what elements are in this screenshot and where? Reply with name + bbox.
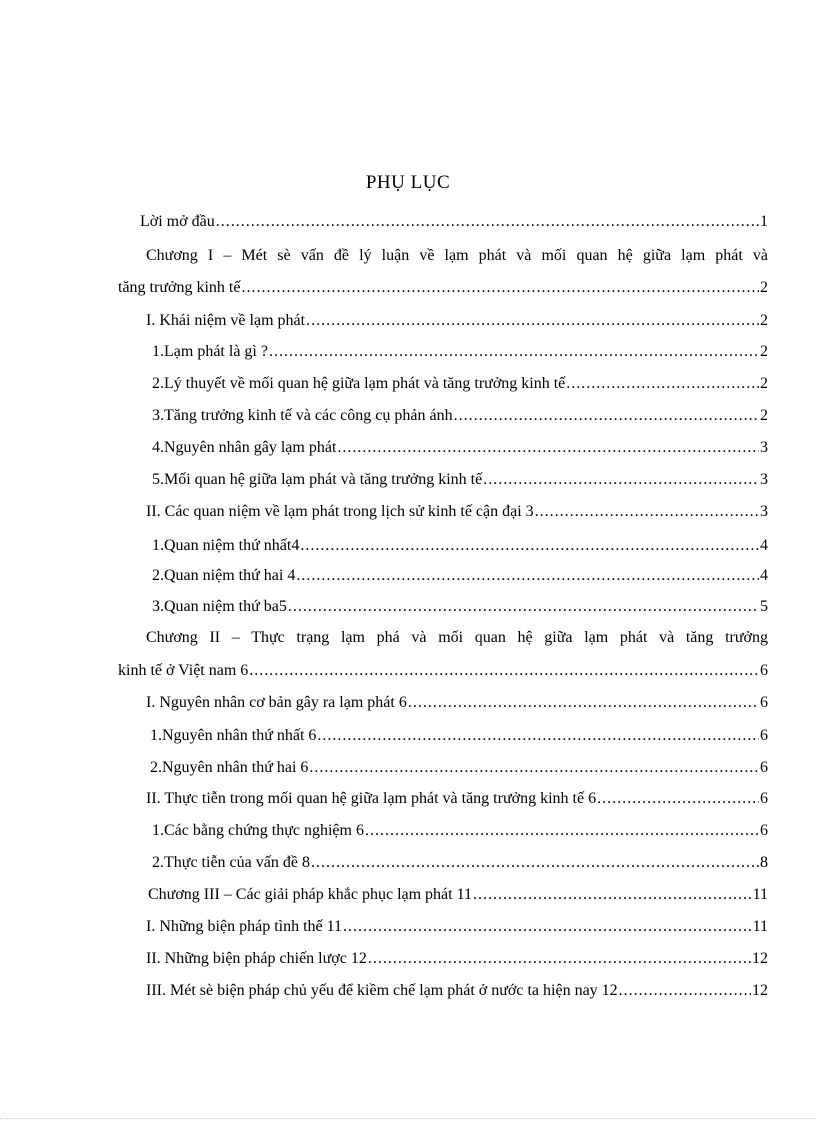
toc-entry-text: Quan niệm thứ nhất4 xyxy=(164,537,300,554)
toc-item-number: 2. xyxy=(150,759,162,776)
toc-page-number: 3 xyxy=(760,439,768,456)
toc-item-number: 1. xyxy=(152,343,164,360)
toc-entry-item-2-1-2 xyxy=(150,758,768,778)
page-title: PHỤ LỤC xyxy=(365,172,451,193)
toc-entry-item-1-1-3 xyxy=(152,406,768,426)
toc-page-number: 6 xyxy=(760,662,768,679)
toc-page-number: 12 xyxy=(752,950,768,967)
toc-entry-chapter-1-line-1: Chương I – Mét sè vấn đề lý luận về lạm phát và mối quan hệ giữa lạm phát và xyxy=(146,247,768,264)
toc-entry-item-2-2-1 xyxy=(152,821,768,841)
page-bottom-divider xyxy=(0,1118,816,1119)
toc-item-number: 2. xyxy=(152,567,164,584)
toc-entry-chapter-2-line-1: Chương II – Thực trạng lạm phá và mối quan hệ giữa lạm phát và tăng trưởng xyxy=(146,629,768,646)
toc-entry-section-3-1 xyxy=(146,917,768,937)
dot-leader xyxy=(300,536,759,556)
toc-page-number: 11 xyxy=(752,918,768,935)
dot-leader xyxy=(473,885,752,905)
dot-leader xyxy=(311,853,759,873)
toc-entry-text: II. Các quan niệm về lạm phát trong lịch sử kinh tế cận đại 3 xyxy=(146,503,534,520)
dot-leader xyxy=(619,981,751,1001)
toc-entry-text: Lời mở đầu xyxy=(140,213,215,230)
toc-entry-item-1-2-3 xyxy=(152,597,768,617)
toc-entry-text: Quan niệm thứ hai 4 xyxy=(164,567,296,584)
dot-leader xyxy=(296,566,759,586)
toc-entry-section-2-1 xyxy=(146,693,768,713)
toc-page-number: 6 xyxy=(760,790,768,807)
toc-page-number: 3 xyxy=(760,471,768,488)
toc-entry-text: II. Thực tiễn trong mối quan hệ giữa lạm phát và tăng trưởng kinh tế 6 xyxy=(146,790,597,807)
toc-entry-intro xyxy=(140,212,768,232)
toc-page-number: 2 xyxy=(760,407,768,424)
toc-entry-item-1-1-5 xyxy=(152,470,768,490)
toc-entry-text: Lý thuyết về mối quan hệ giữa lạm phát và tăng trưởng kinh tế xyxy=(164,375,566,392)
toc-page-number: 6 xyxy=(760,727,768,744)
dot-leader xyxy=(337,438,759,458)
toc-entry-item-1-1-2 xyxy=(152,374,768,394)
toc-entry-section-1-1 xyxy=(146,311,768,331)
toc-item-number: 2. xyxy=(152,854,164,871)
dot-leader xyxy=(306,311,759,331)
toc-entry-section-2-2 xyxy=(146,789,768,809)
toc-entry-text: II. Những biện pháp chiến lược 12 xyxy=(146,950,367,967)
toc-page-number: 3 xyxy=(760,503,768,520)
toc-entry-section-1-2 xyxy=(146,502,768,522)
toc-entry-section-3-3 xyxy=(146,981,768,1001)
toc-entry-item-1-2-2 xyxy=(152,566,768,586)
dot-leader xyxy=(408,693,759,713)
toc-page-number: 6 xyxy=(760,822,768,839)
dot-leader xyxy=(249,661,759,681)
toc-item-number: 1. xyxy=(152,537,164,554)
dot-leader xyxy=(365,821,759,841)
toc-entry-text: tăng trưởng kinh tế xyxy=(118,279,241,296)
toc-entry-chapter-2 xyxy=(118,661,768,681)
toc-page-number: 11 xyxy=(752,886,768,903)
dot-leader xyxy=(288,597,759,617)
toc-entry-text: kinh tế ở Việt nam 6 xyxy=(118,662,249,679)
toc-page-number: 5 xyxy=(760,598,768,615)
toc-page-number: 6 xyxy=(760,759,768,776)
toc-item-number: 1. xyxy=(150,727,162,744)
toc-item-number: 1. xyxy=(152,822,164,839)
dot-leader xyxy=(309,758,759,778)
toc-entry-text: Các bằng chứng thực nghiệm 6 xyxy=(164,822,364,839)
dot-leader xyxy=(269,342,759,362)
toc-item-number: 3. xyxy=(152,407,164,424)
toc-entry-text: Nguyên nhân thứ nhất 6 xyxy=(162,727,317,744)
toc-entry-text: Lạm phát là gì ? xyxy=(164,343,268,360)
toc-item-number: 5. xyxy=(152,471,164,488)
toc-page-number: 2 xyxy=(760,375,768,392)
toc-entry-item-2-2-2 xyxy=(152,853,768,873)
toc-entry-text: Tăng trưởng kinh tế và các công cụ phản ánh xyxy=(164,407,453,424)
toc-page-number: 2 xyxy=(760,343,768,360)
dot-leader xyxy=(317,726,759,746)
toc-entry-text: I. Khái niệm về lạm phát xyxy=(146,312,306,329)
dot-leader xyxy=(597,789,759,809)
toc-item-number: 3. xyxy=(152,598,164,615)
toc-entry-text: I. Nguyên nhân cơ bản gây ra lạm phát 6 xyxy=(146,694,407,711)
dot-leader xyxy=(566,374,759,394)
toc-page-number: 2 xyxy=(760,279,768,296)
toc-page-number: 8 xyxy=(760,854,768,871)
toc-entry-item-1-1-1 xyxy=(152,342,768,362)
toc-entry-text: Thực tiễn của vấn đề 8 xyxy=(164,854,310,871)
toc-entry-text: Quan niệm thứ ba5 xyxy=(164,598,287,615)
toc-entry-text: I. Những biện pháp tình thế 11 xyxy=(146,918,343,935)
toc-entry-text: Chương III – Các giải pháp khắc phục lạm phát 11 xyxy=(148,886,473,903)
toc-page-number: 6 xyxy=(760,694,768,711)
toc-entry-text: Nguyên nhân gây lạm phát xyxy=(164,439,337,456)
toc-page-number: 4 xyxy=(760,537,768,554)
toc-entry-item-1-2-1 xyxy=(152,536,768,556)
dot-leader xyxy=(483,470,759,490)
toc-item-number: 4. xyxy=(152,439,164,456)
toc-page-number: 2 xyxy=(760,312,768,329)
dot-leader xyxy=(454,406,759,426)
dot-leader xyxy=(535,502,759,522)
dot-leader xyxy=(241,278,759,298)
toc-entry-text: Mối quan hệ giữa lạm phát và tăng trưởng kinh tế xyxy=(164,471,483,488)
toc-entry-item-1-1-4 xyxy=(152,438,768,458)
toc-page-number: 1 xyxy=(760,213,768,230)
toc-entry-text: Nguyên nhân thứ hai 6 xyxy=(162,759,309,776)
toc-entry-item-2-1-1 xyxy=(150,726,768,746)
toc-page-number: 12 xyxy=(752,982,768,999)
toc-entry-chapter-1 xyxy=(118,278,768,298)
dot-leader xyxy=(368,949,751,969)
toc-entry-text: III. Mét sè biện pháp chủ yếu để kiềm chế lạm phát ở nước ta hiện nay 12 xyxy=(146,982,618,999)
toc-entry-chapter-3 xyxy=(148,885,768,905)
toc-entry-section-3-2 xyxy=(146,949,768,969)
toc-item-number: 2. xyxy=(152,375,164,392)
dot-leader xyxy=(343,917,752,937)
dot-leader xyxy=(216,212,759,232)
toc-page-number: 4 xyxy=(760,567,768,584)
